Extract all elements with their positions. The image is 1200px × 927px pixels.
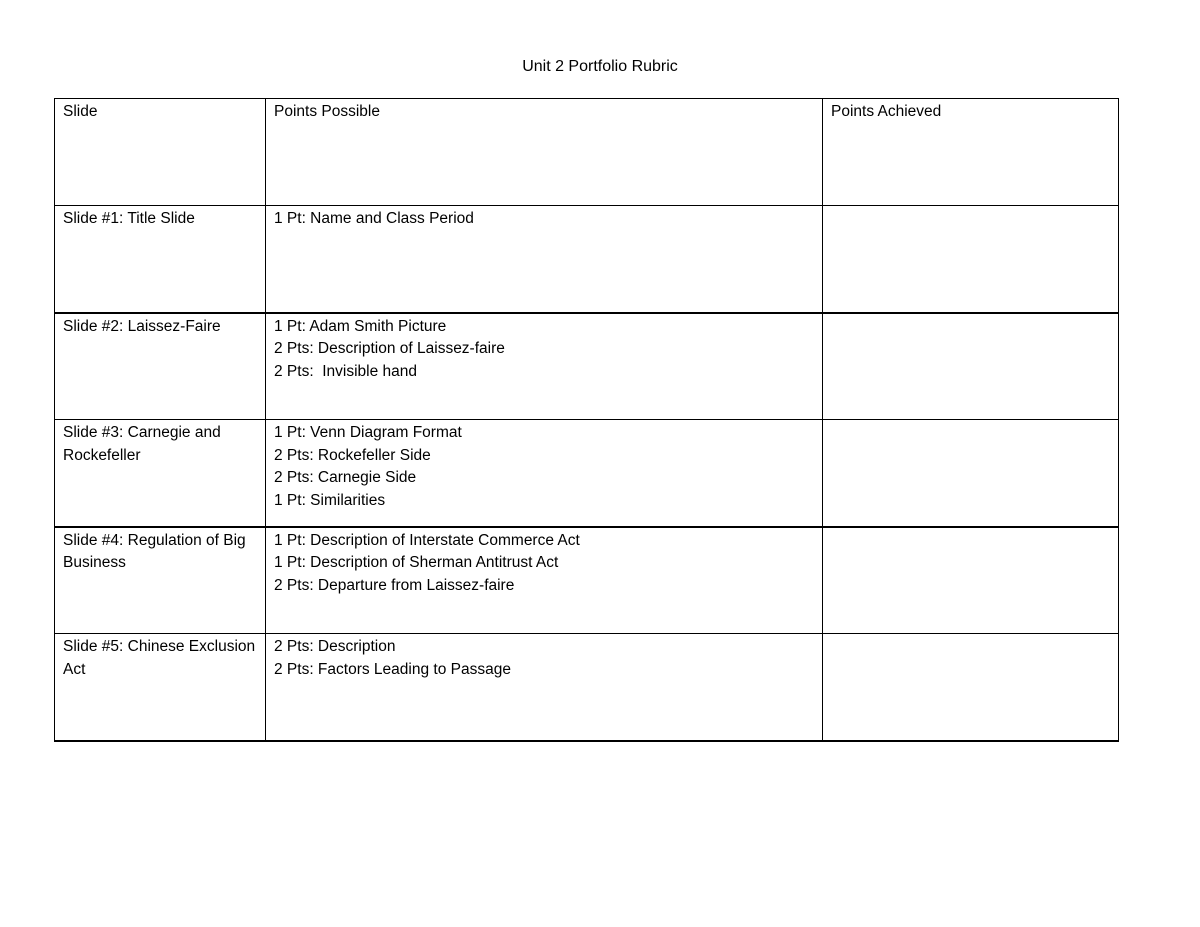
points-line: 2 Pts: Rockefeller Side <box>274 446 431 464</box>
points-line: 1 Pt: Description of Interstate Commerce Act <box>274 531 580 549</box>
slide-cell: Slide #2: Laissez-Faire <box>55 313 266 420</box>
points-line: 1 Pt: Venn Diagram Format <box>274 424 462 441</box>
achieved-cell <box>823 420 1119 527</box>
header-points-achieved: Points Achieved <box>823 99 1119 206</box>
header-points-possible: Points Possible <box>266 99 823 206</box>
rubric-table <box>54 98 1119 742</box>
slide-cell: Slide #5: Chinese Exclusion Act <box>55 634 266 741</box>
table-row <box>55 634 1119 741</box>
points-cell <box>266 206 823 313</box>
table-header-row <box>55 99 1119 206</box>
points-cell <box>266 527 823 634</box>
points-cell <box>266 313 823 420</box>
points-line: 2 Pts: Departure from Laissez-faire <box>274 576 515 594</box>
slide-cell: Slide #1: Title Slide <box>55 206 266 313</box>
table-row <box>55 420 1119 527</box>
points-line: 2 Pts: Factors Leading to Passage <box>274 660 511 678</box>
points-cell <box>266 634 823 741</box>
slide-cell: Slide #3: Carnegie and Rockefeller <box>55 420 266 527</box>
header-slide: Slide <box>55 99 266 206</box>
points-line: 1 Pt: Description of Sherman Antitrust Act <box>274 554 559 571</box>
document-title: Unit 2 Portfolio Rubric <box>522 58 678 75</box>
achieved-cell <box>823 206 1119 313</box>
achieved-cell <box>823 634 1119 741</box>
points-cell <box>266 420 823 527</box>
points-line: 1 Pt: Adam Smith Picture <box>274 317 447 335</box>
points-line: 1 Pt: Name and Class Period <box>274 210 474 227</box>
achieved-cell <box>823 313 1119 420</box>
points-line: 2 Pts: Description of Laissez-faire <box>274 340 505 357</box>
points-line: 2 Pts: Invisible hand <box>274 362 418 380</box>
table-row <box>55 313 1119 420</box>
points-line: 1 Pt: Similarities <box>274 491 386 509</box>
achieved-cell <box>823 527 1119 634</box>
points-line: 2 Pts: Carnegie Side <box>274 469 417 486</box>
slide-cell: Slide #4: Regulation of Big Business <box>55 527 266 634</box>
table-row <box>55 206 1119 313</box>
table-row <box>55 527 1119 634</box>
points-line: 2 Pts: Description <box>274 638 396 655</box>
